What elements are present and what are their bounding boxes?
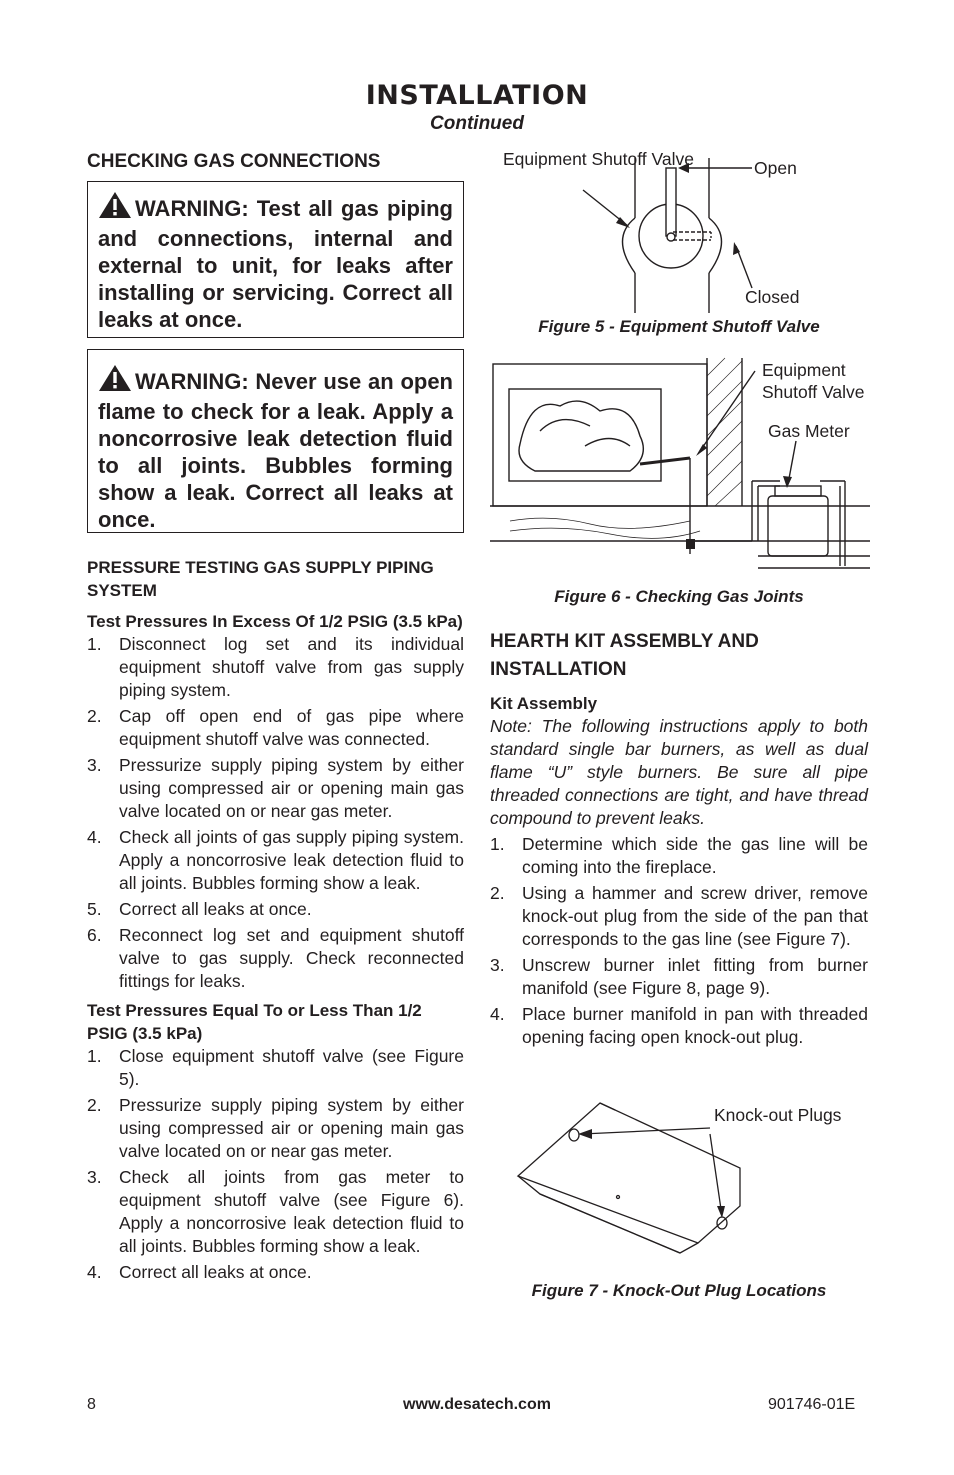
section-title-checking: CHECKING GAS CONNECTIONS: [87, 151, 381, 172]
fig7-label-plugs: Knock-out Plugs: [714, 1105, 842, 1125]
list-item: [87, 1045, 464, 1091]
list-item: [87, 1166, 464, 1258]
warning-triangle-icon: [98, 364, 132, 398]
list-item-text: Check all joints from gas meter to equipment shutoff valve (see Figure 6). Apply a noncorrosive leak detection fluid to all joints. Bubbles forming show a leak.: [119, 1167, 464, 1256]
list-item-text: Determine which side the gas line will be coming into the fireplace.: [522, 834, 868, 877]
excess-title: Test Pressures In Excess Of 1/2 PSIG (3.5 kPa): [87, 612, 463, 631]
figure-5: [490, 148, 868, 338]
list-item: [87, 924, 464, 993]
page-title: INSTALLATION: [365, 80, 589, 111]
list-item: [87, 1094, 464, 1163]
list-item-text: Reconnect log set and equipment shutoff valve to gas supply. Check reconnected fittings for leaks.: [119, 925, 464, 991]
list-item-number: 1.: [87, 634, 102, 654]
list-item-number: 4.: [490, 1004, 505, 1024]
list-item: [87, 705, 464, 751]
right-column-text: [490, 628, 868, 1052]
list-item: [87, 1261, 464, 1284]
list-item-number: 2.: [490, 883, 505, 903]
list-item-text: Disconnect log set and its individual equipment shutoff valve from gas supply piping system.: [119, 634, 464, 700]
footer-url[interactable]: www.desatech.com: [403, 1396, 551, 1413]
fig5-label-closed: Closed: [745, 287, 800, 307]
list-item-number: 4.: [87, 827, 102, 847]
kit-assembly-title: Kit Assembly: [490, 694, 598, 713]
list-item-number: 3.: [87, 755, 102, 775]
list-item: [87, 826, 464, 895]
warning-box-1: [87, 181, 464, 338]
document-code: 901746-01E: [768, 1396, 856, 1413]
excess-steps-list: [87, 633, 464, 993]
list-item-text: Correct all leaks at once.: [119, 899, 312, 919]
list-item: [490, 882, 868, 951]
list-item-text: Correct all leaks at once.: [119, 1262, 312, 1282]
list-item: [490, 954, 868, 1000]
kit-note: Note: The following instructions apply to both standard single bar burners, as well as dual flame “U” style burners. Be sure all pipe threaded connections are tight, and have thread compound to prevent leaks.: [490, 716, 868, 828]
fig7-caption: Figure 7 - Knock-Out Plug Locations: [531, 1281, 827, 1300]
equal-steps-list: [87, 1045, 464, 1284]
fig6-label-valve: Equipment Shutoff Valve: [762, 360, 865, 402]
list-item-text: Close equipment shutoff valve (see Figure 5).: [119, 1046, 464, 1089]
list-item: [490, 1003, 868, 1049]
list-item-text: Pressurize supply piping system by either using compressed air or opening main gas valve located on or near gas meter.: [119, 755, 464, 821]
equal-title: Test Pressures Equal To or Less Than 1/2 PSIG (3.5 kPa): [87, 1001, 422, 1043]
list-item: [87, 898, 464, 921]
list-item-number: 3.: [87, 1167, 102, 1187]
warning-triangle-icon: [98, 191, 132, 225]
list-item-text: Check all joints of gas supply piping system. Apply a noncorrosive leak detection fluid to all joints. Bubbles forming show a leak.: [119, 827, 464, 893]
list-item: [87, 754, 464, 823]
page-subtitle: Continued: [430, 113, 524, 134]
fig5-label-valve: Equipment Shutoff Valve: [503, 149, 695, 169]
pressure-testing-title: PRESSURE TESTING GAS SUPPLY PIPING SYSTEM: [87, 558, 434, 600]
fig5-caption: Figure 5 - Equipment Shutoff Valve: [538, 317, 820, 336]
list-item-number: 2.: [87, 1095, 102, 1115]
list-item-number: 6.: [87, 925, 102, 945]
shutoff-valve-drawing: [490, 148, 868, 313]
left-column: [87, 148, 464, 1287]
list-item-number: 1.: [87, 1046, 102, 1066]
list-item-text: Cap off open end of gas pipe where equipment shutoff valve was connected.: [119, 706, 464, 749]
list-item-number: 1.: [490, 834, 505, 854]
warning-1-text: WARNING: Test all gas piping and connections, internal and external to unit, for leaks after installing or servicing. Correct all leaks at once.: [98, 196, 453, 332]
section-title-hearth: HEARTH KIT ASSEMBLY AND INSTALLATION: [490, 631, 759, 680]
list-item-text: Pressurize supply piping system by either using compressed air or opening main gas valve located on or near gas meter.: [119, 1095, 464, 1161]
page-header: [0, 80, 954, 136]
list-item-number: 3.: [490, 955, 505, 975]
fig6-caption: Figure 6 - Checking Gas Joints: [554, 587, 804, 606]
list-item-number: 5.: [87, 899, 102, 919]
kit-steps-list: [490, 833, 868, 1049]
page-number: 8: [87, 1396, 96, 1413]
fig5-label-open: Open: [754, 158, 797, 178]
figure-6: [490, 356, 880, 616]
warning-2-text: WARNING: Never use an open flame to check for a leak. Apply a noncorrosive leak detection fluid to all joints. Bubbles forming show a leak. Correct all leaks at once.: [98, 369, 453, 532]
list-item-text: Unscrew burner inlet fitting from burner manifold (see Figure 8, page 9).: [522, 955, 868, 998]
list-item-number: 2.: [87, 706, 102, 726]
list-item-text: Place burner manifold in pan with threaded opening facing open knock-out plug.: [522, 1004, 868, 1047]
list-item: [87, 633, 464, 702]
list-item-text: Using a hammer and screw driver, remove knock-out plug from the side of the pan that corresponds to the gas line (see Figure 7).: [522, 883, 868, 949]
warning-box-2: [87, 349, 464, 533]
list-item: [490, 833, 868, 879]
figure-7: [490, 1098, 868, 1308]
list-item-number: 4.: [87, 1262, 102, 1282]
fig6-label-meter: Gas Meter: [768, 421, 850, 441]
